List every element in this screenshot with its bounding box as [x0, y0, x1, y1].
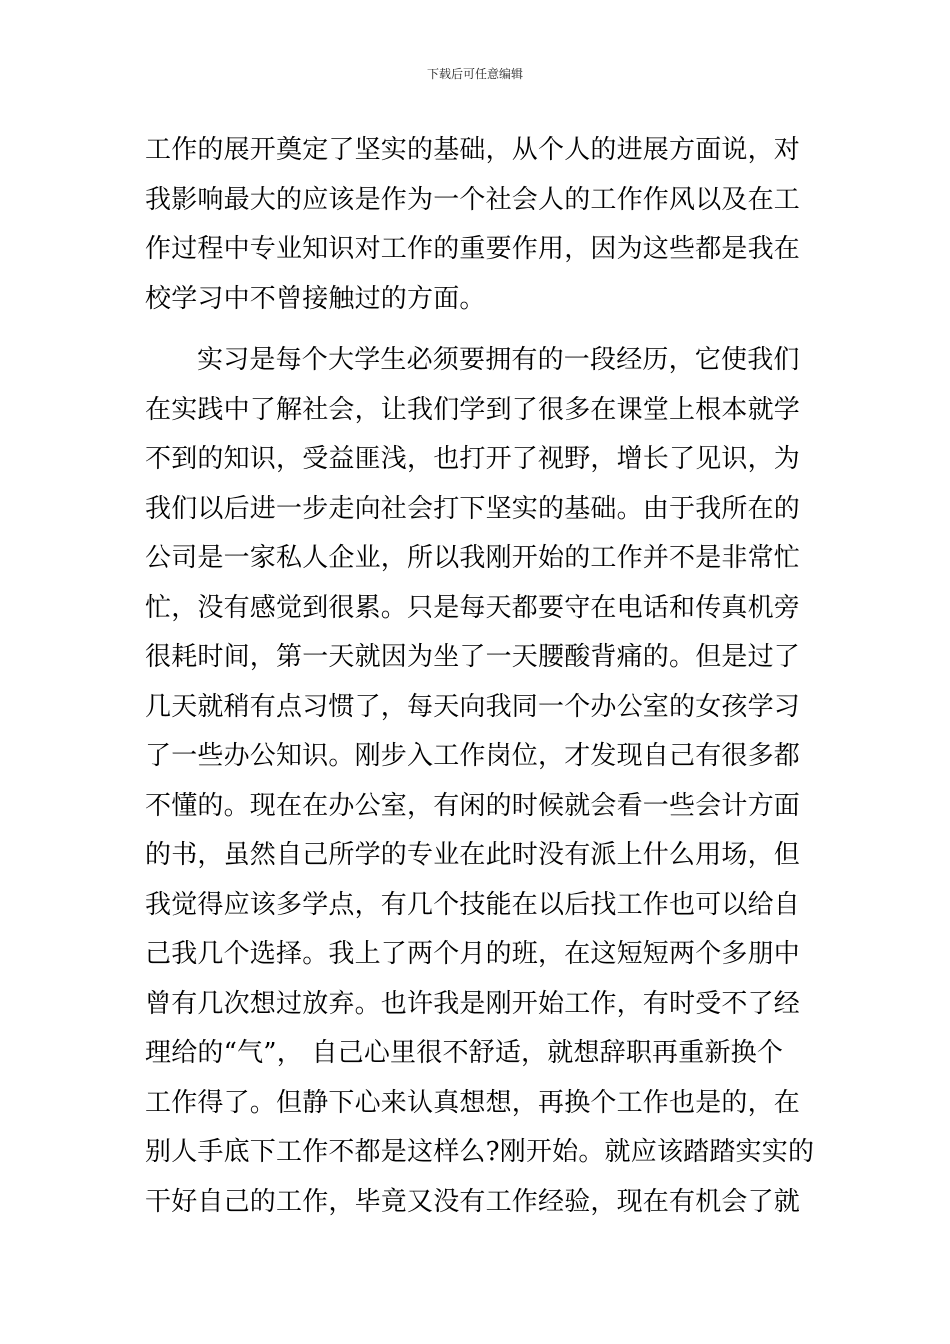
text-line: 干好自己的工作，毕竟又没有工作经验，现在有机会了就: [145, 1186, 801, 1217]
text-line: 工作得了。但静下心来认真想想，再换个工作也是的，在: [145, 1087, 801, 1118]
text-line: 作过程中专业知识对工作的重要作用，因为这些都是我在: [145, 234, 801, 264]
text-line: 了一些办公知识。刚步入工作岗位，才发现自己有很多都: [145, 741, 801, 771]
text-line: 我们以后进一步走向社会打下坚实的基础。由于我所在的: [145, 493, 801, 524]
text-line: 校学习中不曾接触过的方面。: [145, 283, 486, 314]
text-line: 不到的知识，受益匪浅，也打开了视野，增长了见识，为: [145, 444, 801, 474]
text-line: 理给的“气”， 自己心里很不舒适，就想辞职再重新换个: [145, 1038, 784, 1068]
text-line: 公司是一家私人企业，所以我刚开始的工作并不是非常忙: [145, 543, 801, 573]
text-line: 工作的展开奠定了坚实的基础，从个人的进展方面说，对: [145, 135, 801, 165]
header-note: 下载后可任意编辑: [426, 67, 523, 81]
text-line: 几天就稍有点习惯了，每天向我同一个办公室的女孩学习: [145, 691, 801, 722]
text-line: 的书，虽然自己所学的专业在此时没有派上什么用场，但: [145, 840, 801, 870]
paragraph-1: [145, 126, 815, 324]
text-line: 忙，没有感觉到很累。只是每天都要守在电话和传真机旁: [145, 592, 801, 623]
text-line: 别人手底下工作不都是这样么?刚开始。就应该踏踏实实的: [145, 1137, 815, 1167]
document-body: [145, 126, 815, 1227]
paragraph-gap: [145, 324, 815, 336]
text-line: 曾有几次想过放弃。也许我是刚开始工作，有时受不了经: [145, 988, 801, 1019]
text-line: 很耗时间，第一天就因为坐了一天腰酸背痛的。但是过了: [145, 642, 801, 672]
text-line: 我觉得应该多学点，有几个技能在以后找工作也可以给自: [145, 889, 801, 920]
text-line: 我影响最大的应该是作为一个社会人的工作作风以及在工: [145, 184, 801, 215]
text-line: 在实践中了解社会，让我们学到了很多在课堂上根本就学: [145, 394, 801, 425]
text-line: 不懂的。现在在办公室，有闲的时候就会看一些会计方面: [145, 790, 801, 821]
paragraph-2: [145, 336, 815, 1227]
text-line: 实习是每个大学生必须要拥有的一段经历，它使我们: [197, 345, 800, 375]
text-line: 己我几个选择。我上了两个月的班，在这短短两个多朋中: [145, 939, 801, 969]
